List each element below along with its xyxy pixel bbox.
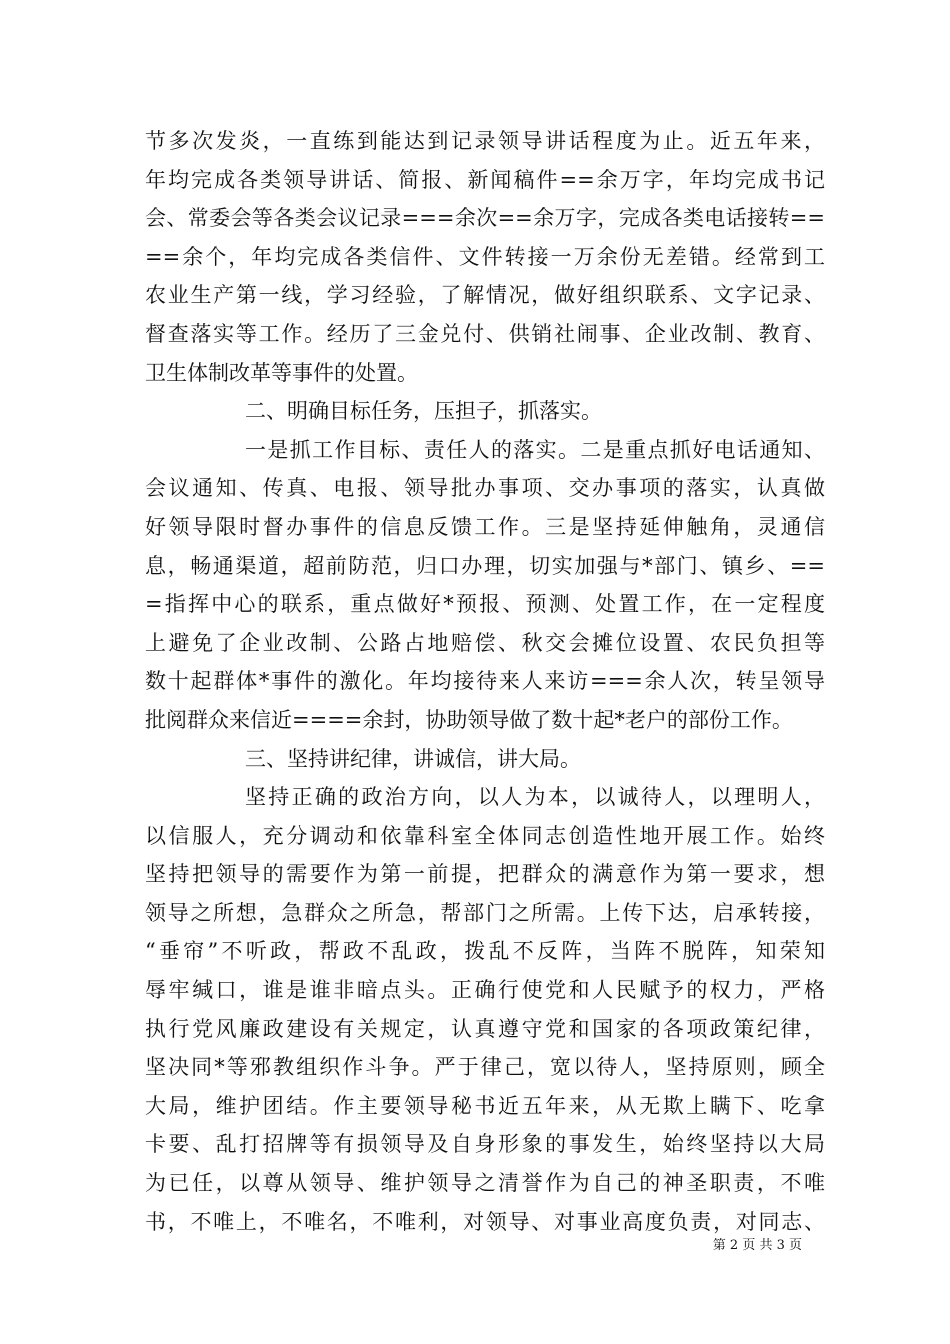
text-line: 会、常委会等各类会议记录===余次==余万字，完成各类电话接转==: [145, 206, 825, 231]
text-line: =指挥中心的联系，重点做好*预报、预测、处置工作，在一定程度: [145, 592, 825, 617]
text-line: 节多次发炎，一直练到能达到记录领导讲话程度为止。近五年来，: [145, 129, 825, 153]
text-line: 大局，维护团结。作主要领导秘书近五年来，从无欺上瞒下、吃拿: [145, 1093, 825, 1118]
text-line: 执行党风廉政建设有关规定，认真遵守党和国家的各项政策纪律，: [145, 1016, 825, 1041]
text-line: 辱牢缄口，谁是谁非暗点头。正确行使党和人民赋予的权力，严格: [145, 978, 825, 1003]
text-line: 督查落实等工作。经历了三金兑付、供销社闹事、企业改制、教育、: [145, 321, 825, 346]
text-line: 息，畅通渠道，超前防范，归口办理，切实加强与*部门、镇乡、==: [145, 553, 825, 578]
page-number-footer: 第 2 页 共 3 页: [712, 1238, 802, 1253]
text-line: 卡要、乱打招牌等有损领导及自身形象的事发生，始终坚持以大局: [145, 1132, 825, 1157]
text-line: 批阅群众来信近====余封，协助领导做了数十起*老户的部份工作。: [145, 707, 793, 732]
text-line: 数十起群体*事件的激化。年均接待来人来访===余人次，转呈领导: [145, 669, 825, 694]
text-line: 以信服人，充分调动和依靠科室全体同志创造性地开展工作。始终: [145, 823, 825, 848]
body-text: [145, 122, 825, 1241]
text-line: 坚持把领导的需要作为第一前提，把群众的满意作为第一要求，想: [145, 862, 825, 887]
text-line: 农业生产第一线，学习经验，了解情况，做好组织联系、文字记录、: [145, 283, 825, 308]
text-line: 上避免了企业改制、公路占地赔偿、秋交会摊位设置、农民负担等: [145, 630, 825, 655]
text-line: 为已任，以尊从领导、维护领导之清誉作为自己的神圣职责，不唯: [145, 1171, 825, 1196]
text-line: “垂帘”不听政，帮政不乱政，拨乱不反阵，当阵不脱阵，知荣知: [145, 939, 825, 964]
text-line: 会议通知、传真、电报、领导批办事项、交办事项的落实，认真做: [145, 476, 825, 501]
text-line: 二、明确目标任务，压担子，抓落实。: [245, 399, 602, 424]
text-line: 坚持正确的政治方向，以人为本，以诚待人，以理明人，: [245, 785, 825, 810]
text-line: 领导之所想，急群众之所急，帮部门之所需。上传下达，启承转接，: [145, 900, 825, 925]
text-line: ==余个，年均完成各类信件、文件转接一万余份无差错。经常到工: [145, 244, 825, 269]
text-line: 卫生体制改革等事件的处置。: [145, 360, 418, 385]
text-line: 年均完成各类领导讲话、简报、新闻稿件==余万字，年均完成书记: [145, 167, 825, 192]
text-line: 三、坚持讲纪律，讲诚信，讲大局。: [245, 746, 581, 771]
text-line: 一是抓工作目标、责任人的落实。二是重点抓好电话通知、: [245, 437, 825, 462]
text-line: 坚决同*等邪教组织作斗争。严于律己，宽以待人，坚持原则，顾全: [145, 1055, 825, 1080]
text-line: 好领导限时督办事件的信息反馈工作。三是坚持延伸触角，灵通信: [145, 514, 825, 539]
text-line: 书，不唯上，不唯名，不唯利，对领导、对事业高度负责，对同志、: [145, 1209, 825, 1234]
